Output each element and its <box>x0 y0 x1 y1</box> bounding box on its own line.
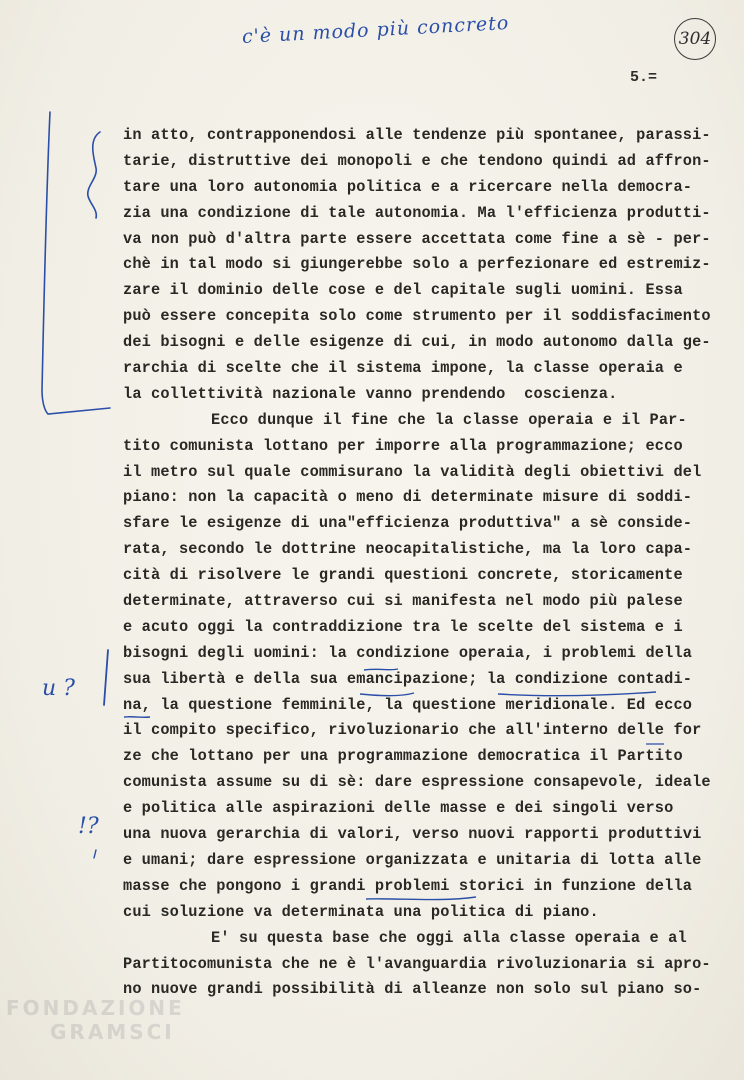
text-line: la collettività nazionale vanno prendendo coscienza. <box>123 384 618 403</box>
text-line: sfare le esigenze di una"efficienza produttiva" a sè conside- <box>123 514 693 533</box>
page-number: 5.= <box>630 69 658 86</box>
underline-emancipazione <box>360 693 414 696</box>
text-line: e acuto oggi la contraddizione tra le scelte del sistema e i <box>123 617 683 636</box>
margin-bracket-line <box>42 112 110 414</box>
text-line: rata, secondo le dottrine neocapitalistiche, ma la loro capa- <box>123 540 693 559</box>
margin-question-note: u ? <box>42 676 75 701</box>
margin-exclamation-note: !? <box>78 814 99 839</box>
text-line: chè in tal modo si giungerebbe solo a perfezionare ed estremiz- <box>123 255 711 274</box>
text-line: e politica alle aspirazioni delle masse e dei singoli verso <box>123 799 674 818</box>
text-line: e umani; dare espressione organizzata e unitaria di lotta alle <box>123 850 702 869</box>
handwritten-annotation: c'è un modo più concreto <box>241 12 510 48</box>
text-line: rarchia di scelte che il sistema impone, la classe operaia e <box>123 359 683 378</box>
text-line: Partitocomunista che ne è l'avanguardia rivoluzionaria si apro- <box>123 954 711 973</box>
text-line: in atto, contrapponendosi alle tendenze più spontanee, parassi- <box>123 126 711 144</box>
watermark-line: GRAMSCI <box>50 1020 175 1044</box>
text-line: cità di risolvere le grandi questioni concrete, storicamente <box>123 566 683 585</box>
watermark-line: FONDAZIONE <box>6 996 185 1020</box>
text-line: comunista assume su di sè: dare espressione consapevole, ideale <box>123 773 711 792</box>
text-line: ze che lottano per una programmazione democratica il Partito <box>123 747 683 766</box>
text-line: tito comunista lottano per imporre alla programmazione; ecco <box>123 436 683 455</box>
text-line-paragraph-start: E' su questa base che oggi alla classe operaia e al <box>211 928 687 947</box>
margin-vertical-line <box>104 650 108 705</box>
text-line: determinate, attraverso cui si manifesta nel modo più palese <box>123 592 683 611</box>
text-line: zia una condizione di tale autonomia. Ma l'efficienza produtti- <box>123 203 711 222</box>
underline-problemi-storici <box>366 897 476 900</box>
underline-condizione-contadina <box>498 692 656 696</box>
text-line: masse che pongono i grandi problemi storici in funzione della <box>123 876 693 895</box>
text-line: tare una loro autonomia politica e a ricercare nella democra- <box>123 177 693 196</box>
text-line: il compito specifico, rivoluzionario che all'interno delle for <box>123 721 702 740</box>
text-line: può essere concepita solo come strumento per il soddisfacimento <box>123 307 711 326</box>
curly-brace-mark <box>88 132 100 218</box>
text-line: no nuove grandi possibilità di alleanze non solo sul piano so- <box>123 980 702 999</box>
text-line: tarie, distruttive dei monopoli e che tendono quindi ad affron- <box>123 151 711 170</box>
text-line-paragraph-start: Ecco dunque il fine che la classe operaia e il Par- <box>211 410 687 429</box>
margin-tick-mark <box>94 850 96 858</box>
text-line: il metro sul quale commisurano la validità degli obiettivi del <box>123 462 702 481</box>
text-line: piano: non la capacità o meno di determinate misure di soddi- <box>123 488 693 507</box>
text-line: zare il dominio delle cose e del capitale sugli uomini. Essa <box>123 281 683 300</box>
text-line: cui soluzione va determinata una politica di piano. <box>123 902 599 921</box>
text-line: na, la questione femminile, la questione meridionale. Ed ecco <box>123 695 693 714</box>
archive-number-circle: 304 <box>674 18 716 60</box>
underline-na <box>124 717 150 718</box>
underline-condizione <box>364 669 398 670</box>
archive-watermark <box>6 996 185 1044</box>
text-line: sua libertà e della sua emancipazione; la condizione contadi- <box>123 669 693 688</box>
text-line: va non può d'altra parte essere accettata come fine a sè - per- <box>123 229 711 248</box>
text-line: bisogni degli uomini: la condizione operaia, i problemi della <box>123 643 693 662</box>
text-line: una nuova gerarchia di valori, verso nuovi rapporti produttivi <box>123 825 702 844</box>
text-line: dei bisogni e delle esigenze di cui, in modo autonomo dalla ge- <box>123 333 711 352</box>
